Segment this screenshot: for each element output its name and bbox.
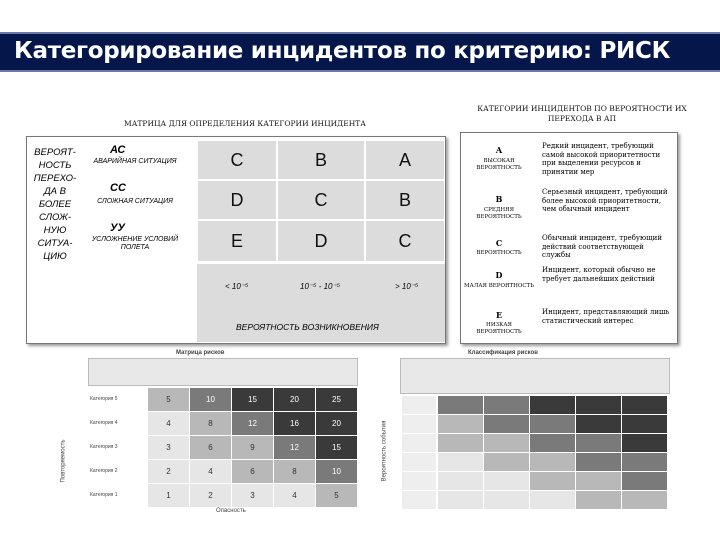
lower-left-cell: 5: [148, 388, 189, 411]
lower-left-axis-left: Повторяемость: [60, 439, 67, 483]
risk-cell-r2c2: C: [277, 180, 365, 220]
title-bar: [0, 32, 720, 72]
lower-left-cell: 8: [190, 412, 231, 435]
risk-cell-r3c2: D: [277, 220, 365, 262]
lower-right-cell: [484, 434, 529, 452]
lower-left-cell: 15: [316, 436, 357, 459]
lower-left-cell: 10: [316, 460, 357, 483]
category-b-letter: B: [495, 194, 503, 204]
lower-right-cell: [438, 453, 483, 471]
row-code-cc: СС: [110, 182, 126, 194]
lower-right-cell: [438, 472, 483, 490]
lower-right-cell: [576, 434, 621, 452]
lower-left-cell: 6: [190, 436, 231, 459]
category-e-sub: НИЗКАЯ ВЕРОЯТНОСТЬ: [476, 322, 522, 335]
lower-right-cell: [622, 472, 667, 490]
lower-right-cell: [484, 396, 529, 414]
lower-right-title: Классификация рисков: [468, 350, 538, 356]
lower-right-cell: [530, 434, 575, 452]
lower-left-cell: 2: [148, 460, 189, 483]
lower-left-row-label: Категория 2: [90, 468, 118, 474]
category-e-text: Инцидент, представляющий лишь статистический интерес: [542, 308, 670, 325]
risk-cell-r1c2: B: [277, 140, 365, 180]
lower-right-row-label: [402, 396, 436, 414]
lower-right-cell: [576, 491, 621, 509]
lower-left-cell: 1: [148, 484, 189, 507]
lower-right-cell: [484, 453, 529, 471]
lower-left-header-band: [88, 358, 358, 386]
lower-left-cell: 9: [232, 436, 273, 459]
category-b-text: Серьезный инцидент, требующий более высокой приоритетности, чем обычный инцидент: [542, 188, 668, 213]
lower-right-cell: [622, 453, 667, 471]
lower-right-cell: [530, 453, 575, 471]
lower-left-cell: 20: [316, 412, 357, 435]
lower-left-cell: 15: [232, 388, 273, 411]
category-a-sub: ВЫСОКАЯ ВЕРОЯТНОСТЬ: [476, 158, 522, 171]
category-d-sub: МАЛАЯ ВЕРОЯТНОСТЬ: [464, 283, 535, 289]
risk-cell-r1c3: A: [365, 140, 445, 180]
lower-right-cell: [576, 472, 621, 490]
lower-left-cell: 12: [274, 436, 315, 459]
lower-right-cell: [484, 472, 529, 490]
lower-right-row-label: [402, 472, 436, 490]
row-code-ac: АС: [110, 144, 126, 156]
lower-left-matrix: [56, 348, 368, 520]
category-d-text: Инцидент, который обычно не требует дальнейших действий: [542, 266, 656, 283]
lower-left-cell: 4: [148, 412, 189, 435]
row-desc-ac: АВАРИЙНАЯ СИТУАЦИЯ: [93, 158, 177, 165]
lower-right-cell: [484, 491, 529, 509]
lower-left-cell: 20: [274, 388, 315, 411]
x-axis-label: ВЕРОЯТНОСТЬ ВОЗНИКНОВЕНИЯ: [236, 322, 379, 332]
category-e-letter: E: [495, 310, 503, 320]
lower-left-cell: 3: [148, 436, 189, 459]
lower-right-cell: [438, 491, 483, 509]
risk-cell-r3c3: C: [365, 220, 445, 262]
lower-right-cell: [530, 396, 575, 414]
lower-left-cell: 10: [190, 388, 231, 411]
lower-right-classification: [378, 348, 678, 520]
lower-left-cell: 2: [190, 484, 231, 507]
category-b-sub: СРЕДНЯЯ ВЕРОЯТНОСТЬ: [476, 207, 522, 220]
row-desc-yy: УСЛОЖНЕНИЕ УСЛОВИЙ ПОЛЕТА: [91, 236, 179, 251]
lower-left-cell: 4: [274, 484, 315, 507]
lower-left-cell: 16: [274, 412, 315, 435]
x-tick-3: > 10⁻⁵: [395, 282, 419, 291]
lower-right-header-band: [400, 358, 670, 394]
matrix-heading: МАТРИЦА ДЛЯ ОПРЕДЕЛЕНИЯ КАТЕГОРИИ ИНЦИДЕНТА: [124, 119, 366, 128]
lower-left-axis-bottom: Опасность: [216, 508, 246, 514]
risk-cell-r1c1: C: [197, 140, 277, 180]
lower-right-cell: [530, 415, 575, 433]
x-tick-1: < 10⁻⁵: [225, 282, 249, 291]
x-tick-2: 10⁻⁵ - 10⁻⁵: [300, 282, 341, 291]
page-title: Категорирование инцидентов по критерию: РИСК: [14, 38, 671, 64]
lower-left-row-label: Категория 3: [90, 444, 118, 450]
lower-right-cell: [622, 434, 667, 452]
lower-right-row-label: [402, 491, 436, 509]
matrix-y-axis: ВЕРОЯТ-НОСТЬ ПЕРЕХО-ДА В БОЛЕЕ СЛОЖ-НУЮ СИТУА-ЦИЮ: [33, 147, 77, 262]
lower-right-cell: [530, 491, 575, 509]
lower-right-cell: [438, 415, 483, 433]
lower-right-cell: [438, 434, 483, 452]
lower-left-row-label: Категория 5: [90, 396, 118, 402]
lower-left-cell: 8: [274, 460, 315, 483]
category-d-letter: D: [495, 270, 503, 280]
lower-right-axis-left: Вероятность события: [381, 420, 388, 482]
lower-left-row-label: Категория 1: [90, 492, 118, 498]
lower-left-cell: 4: [190, 460, 231, 483]
category-c-letter: C: [495, 238, 503, 248]
categories-heading: КАТЕГОРИИ ИНЦИДЕНТОВ ПО ВЕРОЯТНОСТИ ИХ ПЕРЕХОДА В АП: [477, 104, 687, 123]
lower-right-cell: [622, 415, 667, 433]
risk-cell-r2c3: B: [365, 180, 445, 220]
lower-right-cell: [484, 415, 529, 433]
lower-left-cell: 6: [232, 460, 273, 483]
lower-left-cell: 25: [316, 388, 357, 411]
row-code-yy: УУ: [110, 222, 125, 234]
lower-left-cell: 5: [316, 484, 357, 507]
category-c-text: Обычный инцидент, требующий действий соответствующей службы: [542, 234, 662, 259]
lower-right-cell: [576, 453, 621, 471]
category-a-text: Редкий инцидент, требующий самой высокой приоритетности при выделении ресурсов и принятии мер: [542, 142, 661, 176]
lower-right-row-label: [402, 453, 436, 471]
lower-right-cell: [576, 415, 621, 433]
risk-cell-r3c1: E: [197, 220, 277, 262]
lower-left-row-label: Категория 4: [90, 420, 118, 426]
category-c-sub: ВЕРОЯТНОСТЬ: [476, 250, 522, 256]
lower-right-cell: [622, 491, 667, 509]
lower-left-cell: 3: [232, 484, 273, 507]
lower-right-cell: [438, 396, 483, 414]
lower-right-row-label: [402, 434, 436, 452]
lower-right-cell: [622, 396, 667, 414]
row-desc-cc: СЛОЖНАЯ СИТУАЦИЯ: [97, 198, 173, 205]
lower-right-cell: [576, 396, 621, 414]
risk-cell-r2c1: D: [197, 180, 277, 220]
lower-right-cell: [530, 472, 575, 490]
lower-left-title: Матрица рисков: [176, 350, 225, 356]
lower-right-row-label: [402, 415, 436, 433]
category-a-letter: A: [495, 145, 503, 155]
lower-left-cell: 12: [232, 412, 273, 435]
